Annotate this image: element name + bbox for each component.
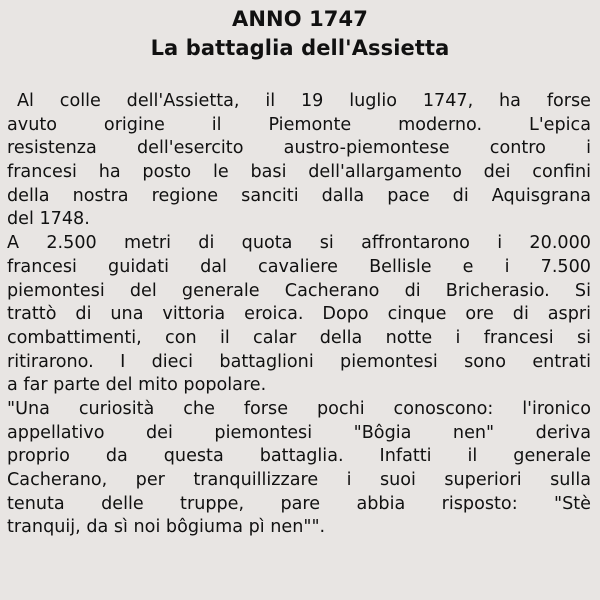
body-line: proprio da questa battaglia. Infatti il generale xyxy=(7,446,591,467)
body-line: "Una curiosità che forse pochi conoscono: l'ironico xyxy=(7,398,591,419)
body-line: francesi guidati dal cavaliere Bellisle e i 7.500 xyxy=(7,256,591,277)
body-line: combattimenti, con il calar della notte i francesi si xyxy=(7,327,591,348)
body-line: a far parte del mito popolare. xyxy=(7,375,267,396)
document-title: La battaglia dell'Assietta xyxy=(150,36,450,60)
body-line: piemontesi del generale Cacherano di Bricherasio. Si xyxy=(7,280,591,301)
body-line: tenuta delle truppe, pare abbia risposto: "Stè xyxy=(7,493,591,514)
body-line: Al colle dell'Assietta, il 19 luglio 1747, ha forse xyxy=(17,91,591,111)
body-line: ritirarono. I dieci battaglioni piemontesi sono entrati xyxy=(7,351,591,372)
document-title-year: ANNO 1747 xyxy=(232,7,368,31)
body-line: appellativo dei piemontesi "Bôgia nen" deriva xyxy=(7,422,591,443)
body-line: resistenza dell'esercito austro-piemontese contro i xyxy=(7,138,591,159)
body-line: avuto origine il Piemonte moderno. L'epica xyxy=(7,114,591,135)
body-line: del 1748. xyxy=(7,209,90,230)
body-line: tranquij, da sì noi bôgiuma pì nen"". xyxy=(7,517,326,538)
body-line: A 2.500 metri di quota si affrontarono i 20.000 xyxy=(7,233,591,254)
body-line: Cacherano, per tranquillizzare i suoi superiori sulla xyxy=(7,470,591,490)
body-line: della nostra regione sanciti dalla pace di Aquisgrana xyxy=(7,185,591,206)
document-body xyxy=(7,90,591,540)
body-line: trattò di una vittoria eroica. Dopo cinque ore di aspri xyxy=(7,304,591,325)
body-line: francesi ha posto le basi dell'allargamento dei confini xyxy=(7,162,591,183)
